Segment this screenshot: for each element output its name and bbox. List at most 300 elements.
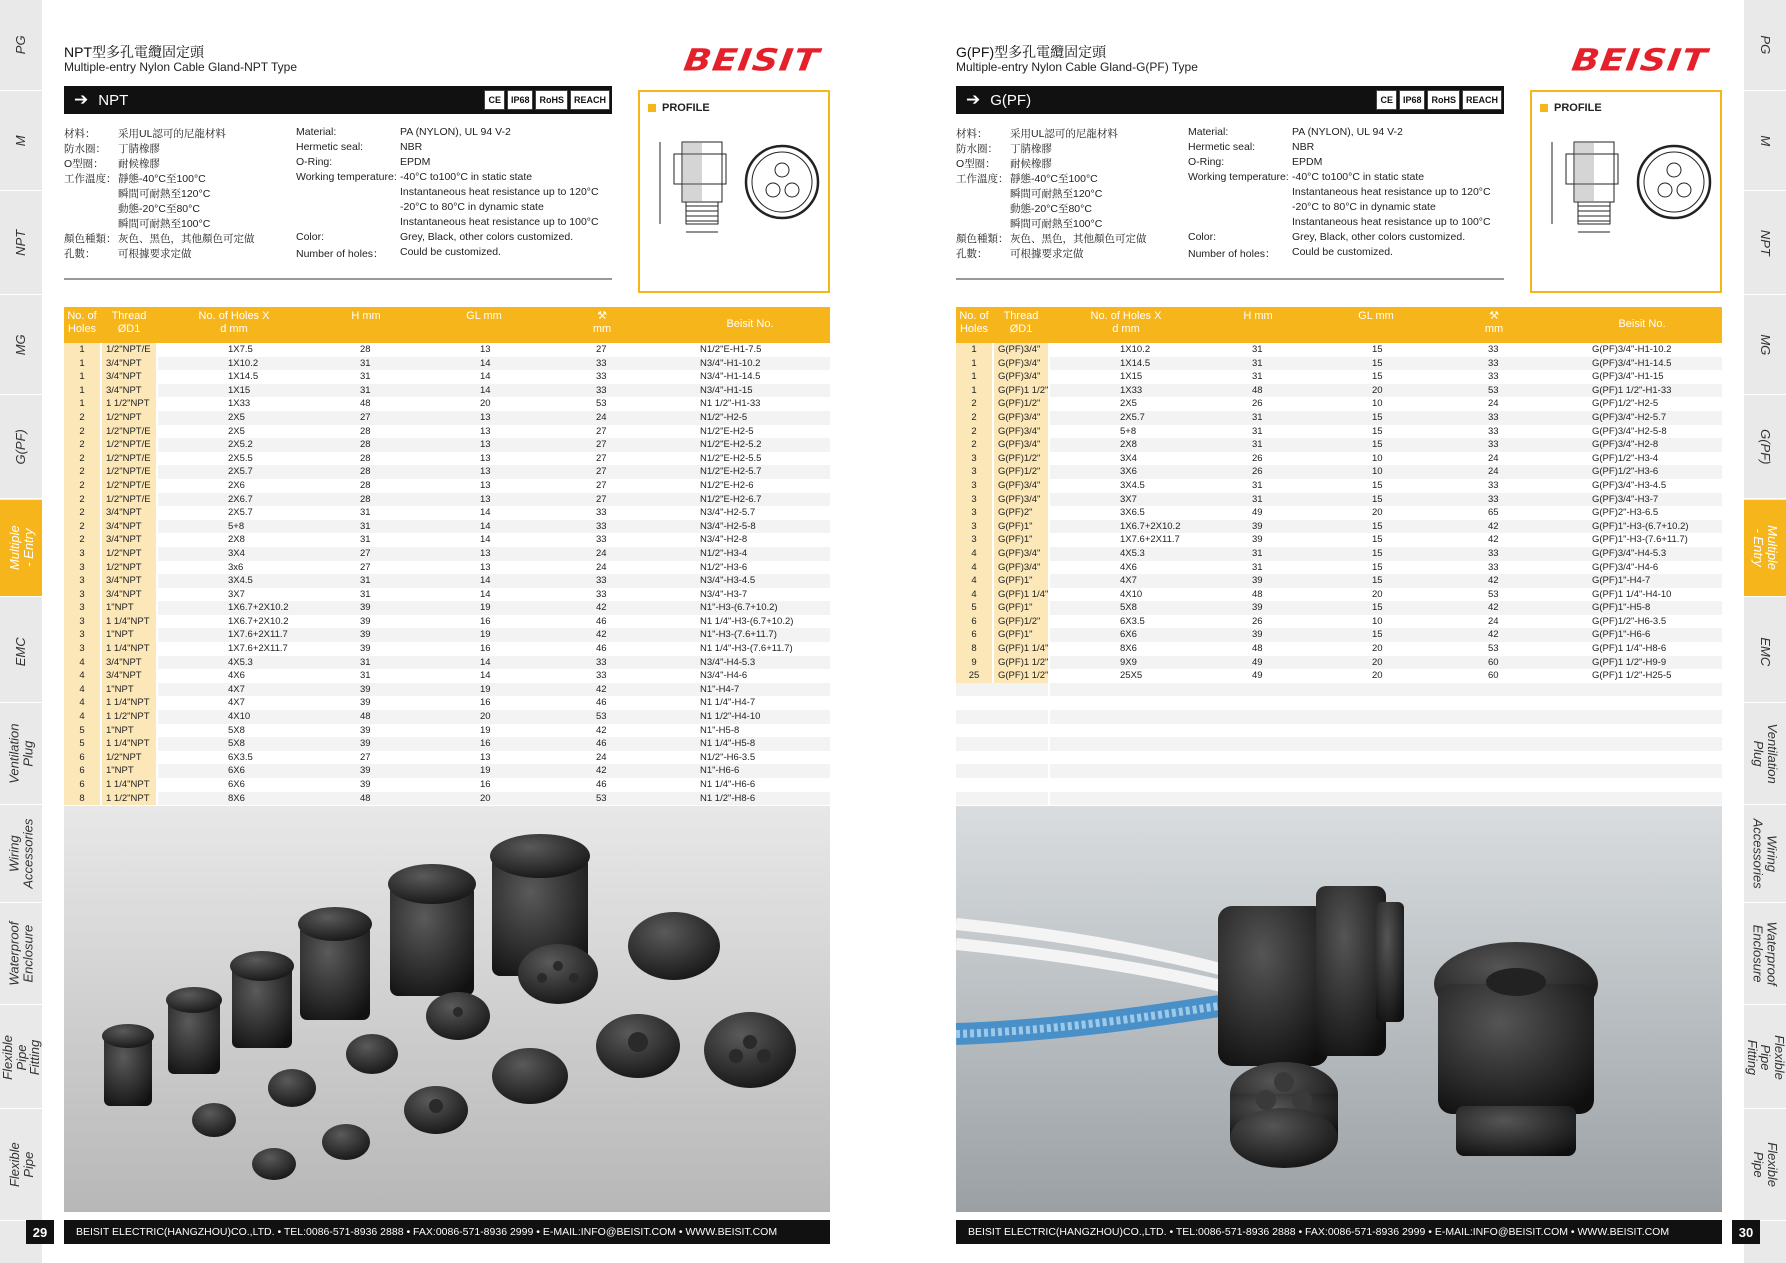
- cell-thread: 1 1/4"NPT: [102, 737, 156, 751]
- spec-value-zh: 動態-20°C至80°C: [118, 203, 200, 215]
- cell-holes: 1: [64, 357, 100, 371]
- cell-h: 31: [1252, 547, 1263, 559]
- cell-beisit-no: N1/2"-H3-4: [700, 547, 748, 559]
- spec-label-zh: O型圈：: [956, 158, 996, 170]
- spec-table: [956, 307, 1722, 805]
- cert-badge-rohs: RoHS: [1427, 90, 1460, 110]
- spec-value-en: NBR: [400, 141, 423, 153]
- cell-wrench: 60: [1488, 670, 1499, 682]
- cell-holes: 8: [64, 792, 100, 806]
- cell-beisit-no: N1/2"E-H2-5.2: [700, 439, 762, 451]
- header-holes-x-d: No. of Holes X d mm: [1090, 310, 1162, 335]
- cell-holes: 3: [956, 479, 992, 493]
- cell-wrench: 33: [596, 371, 607, 383]
- cell-beisit-no: G(PF)1 1/4"-H8-6: [1592, 643, 1667, 655]
- table-row: [64, 520, 830, 534]
- side-tab-multiple-entry[interactable]: [0, 500, 42, 596]
- cell-gl: 16: [480, 643, 491, 655]
- cell-h: 27: [360, 561, 371, 573]
- empty-row: [956, 778, 1722, 792]
- cell-beisit-no: N1 1/4"-H4-7: [700, 697, 756, 709]
- cell-gl: 20: [1372, 384, 1383, 396]
- table-row: [956, 465, 1722, 479]
- cell-h: 26: [1252, 452, 1263, 464]
- cell-wrench: 33: [596, 670, 607, 682]
- table-row: [64, 696, 830, 710]
- cell-beisit-no: N3/4"-H3-4.5: [700, 575, 756, 587]
- cell-h: 31: [360, 357, 371, 369]
- cell-holes: 3: [64, 547, 100, 561]
- cell-wrench: 33: [596, 507, 607, 519]
- cell-thread: G(PF)3/4": [994, 438, 1048, 452]
- cell-holes-x-d: 2X5.5: [228, 452, 253, 464]
- spec-value-en: Grey, Black, other colors customized.: [400, 231, 574, 243]
- cell-h: 48: [1252, 643, 1263, 655]
- cell-gl: 20: [1372, 670, 1383, 682]
- cell-wrench: 42: [596, 683, 607, 695]
- cell-wrench: 33: [1488, 479, 1499, 491]
- header-beisit-no: Beisit No.: [1618, 318, 1666, 330]
- tab-divider: [1744, 596, 1786, 597]
- cert-badge-reach: REACH: [1462, 90, 1502, 110]
- cell-h: 28: [360, 344, 371, 355]
- cell-beisit-no: G(PF)3/4"-H4-5.3: [1592, 547, 1667, 559]
- cell-thread: 3/4"NPT: [102, 520, 156, 534]
- cell-gl: 16: [480, 615, 491, 627]
- table-row: [956, 656, 1722, 670]
- side-tab-mg[interactable]: [1744, 296, 1786, 394]
- side-tab-flexible-pipe-fitting[interactable]: [0, 1006, 42, 1108]
- cell-holes-x-d: 1X14.5: [1120, 357, 1151, 369]
- spec-value-en: PA (NYLON), UL 94 V-2: [400, 126, 511, 138]
- spec-label-zh: 顏色種類：: [956, 233, 1009, 245]
- side-tab-waterproof-enclosure[interactable]: [1744, 904, 1786, 1004]
- table-row: [956, 479, 1722, 493]
- cell-beisit-no: N1/2"-H2-5: [700, 411, 748, 423]
- side-tab-npt[interactable]: [1744, 192, 1786, 294]
- header-holes: No. of Holes: [959, 310, 989, 335]
- cell-gl: 15: [1372, 602, 1383, 614]
- cell-h: 28: [360, 466, 371, 478]
- cell-wrench: 24: [1488, 398, 1499, 410]
- spec-row: [64, 201, 612, 216]
- table-row: [64, 737, 830, 751]
- cell-holes-x-d: 5X8: [1120, 602, 1137, 614]
- cell-holes-x-d: 4X7: [1120, 575, 1137, 587]
- cell-holes-x-d: 1X6.7+2X10.2: [228, 615, 289, 627]
- cell-h: 39: [360, 697, 371, 709]
- cell-beisit-no: G(PF)3/4"-H3-4.5: [1592, 479, 1667, 491]
- spec-row: [956, 156, 1504, 171]
- table-row: [64, 533, 830, 547]
- table-row: [956, 343, 1722, 357]
- side-tab-m[interactable]: [0, 92, 42, 190]
- cell-holes: 6: [64, 751, 100, 765]
- cell-holes-x-d: 2X6.7: [228, 493, 253, 505]
- spec-label-zh: 工作溫度：: [64, 173, 117, 185]
- cell-thread: 1/2"NPT/E: [102, 465, 156, 479]
- cell-wrench: 42: [596, 724, 607, 736]
- cell-holes: 2: [956, 397, 992, 411]
- cell-beisit-no: N1"-H5-8: [700, 724, 740, 736]
- cell-thread: 1 1/2"NPT: [102, 397, 156, 411]
- cell-gl: 20: [480, 398, 491, 410]
- cell-gl: 14: [480, 357, 491, 369]
- table-row: [64, 615, 830, 629]
- profile-drawing-icon: [646, 132, 826, 252]
- side-tab-ventilation-plug[interactable]: [1744, 704, 1786, 804]
- spec-value-zh: 耐候橡膠: [1010, 158, 1052, 170]
- cell-holes-x-d: 1X33: [228, 398, 251, 410]
- cell-beisit-no: N3/4"-H1-10.2: [700, 357, 761, 369]
- spec-value-zh: 采用UL認可的尼龍材料: [1010, 128, 1118, 140]
- cell-holes-x-d: 4X6: [1120, 561, 1137, 573]
- cell-thread: 3/4"NPT: [102, 669, 156, 683]
- cell-holes-x-d: 1X6.7+2X10.2: [228, 602, 289, 614]
- cell-wrench: 33: [596, 534, 607, 546]
- spec-label-en: Color:: [296, 231, 325, 243]
- cell-wrench: 46: [596, 738, 607, 750]
- spec-label-zh: 材料：: [956, 128, 988, 140]
- cell-holes-x-d: 1X7.6+2X11.7: [228, 643, 288, 655]
- table-row: [956, 628, 1722, 642]
- cell-beisit-no: N1/2"E-H2-6: [700, 479, 754, 491]
- table-row: [64, 357, 830, 371]
- spec-label-en: Hermetic seal:: [296, 141, 364, 153]
- cell-holes-x-d: 4X10: [228, 711, 251, 723]
- cell-h: 39: [1252, 534, 1263, 546]
- cell-holes: 2: [64, 411, 100, 425]
- cell-gl: 16: [480, 738, 491, 750]
- cell-holes: 1: [64, 370, 100, 384]
- side-tab-label: Flexible Pipe Fitting: [1744, 1034, 1786, 1080]
- tab-divider: [1744, 1004, 1786, 1005]
- cell-thread: 3/4"NPT: [102, 357, 156, 371]
- beisit-logo: BEISIT: [1569, 43, 1710, 78]
- cell-wrench: 33: [596, 575, 607, 587]
- cell-gl: 10: [1372, 452, 1383, 464]
- cell-h: 31: [1252, 357, 1263, 369]
- cell-beisit-no: N3/4"-H4-6: [700, 670, 748, 682]
- table-row: [64, 792, 830, 806]
- cell-wrench: 27: [596, 425, 607, 437]
- cell-holes-x-d: 6X6: [1120, 629, 1137, 641]
- cell-gl: 15: [1372, 520, 1383, 532]
- spec-value-zh: 靜態-40°C至100°C: [118, 173, 206, 185]
- cell-h: 26: [1252, 615, 1263, 627]
- cell-gl: 15: [1372, 439, 1383, 451]
- cell-holes-x-d: 1X7.6+2X11.7: [228, 629, 288, 641]
- spec-row: [956, 246, 1504, 261]
- spec-value-en: NBR: [1292, 141, 1315, 153]
- header-h: H mm: [1243, 310, 1273, 322]
- tab-divider: [1744, 902, 1786, 903]
- tab-divider: [1744, 498, 1786, 499]
- side-tab-label: PG: [1757, 35, 1773, 55]
- cell-h: 31: [1252, 425, 1263, 437]
- spec-value-en: Instantaneous heat resistance up to 120°C: [1292, 186, 1491, 198]
- cell-thread: 1/2"NPT/E: [102, 343, 156, 357]
- cell-holes: 4: [956, 574, 992, 588]
- cell-holes-x-d: 3X4: [1120, 452, 1137, 464]
- cell-thread: G(PF)1 1/2": [994, 384, 1048, 398]
- side-tab-label: EMC: [1757, 637, 1773, 667]
- cell-thread: G(PF)1 1/4": [994, 642, 1048, 656]
- cell-thread: 1/2"NPT/E: [102, 493, 156, 507]
- cell-beisit-no: G(PF)1/2"-H3-6: [1592, 466, 1659, 478]
- cell-thread: G(PF)3/4": [994, 357, 1048, 371]
- spec-label-zh: 材料：: [64, 128, 96, 140]
- cell-h: 48: [360, 711, 371, 723]
- cell-holes: 4: [956, 547, 992, 561]
- spec-value-zh: 靜態-40°C至100°C: [1010, 173, 1098, 185]
- empty-row: [956, 764, 1722, 778]
- cell-beisit-no: N1"-H3-(7.6+11.7): [700, 629, 777, 641]
- side-tab-pg[interactable]: [0, 0, 42, 90]
- spec-value-en: Instantaneous heat resistance up to 100°C: [400, 216, 599, 228]
- page-right: [956, 0, 1726, 1263]
- cell-holes-x-d: 2X5: [228, 425, 245, 437]
- side-tab-mg[interactable]: [0, 296, 42, 394]
- cell-holes-x-d: 1X14.5: [228, 371, 259, 383]
- cell-holes: 2: [64, 452, 100, 466]
- side-tab-wiring-accessories[interactable]: [1744, 806, 1786, 902]
- side-tab-label: G(PF): [1757, 429, 1773, 465]
- cell-h: 39: [360, 643, 371, 655]
- cell-thread: 3/4"NPT: [102, 533, 156, 547]
- cell-wrench: 33: [1488, 344, 1499, 355]
- cell-wrench: 46: [596, 779, 607, 790]
- spec-value-zh: 瞬間可耐熱至120°C: [1010, 188, 1103, 200]
- cell-beisit-no: N1"-H6-6: [700, 765, 740, 777]
- cell-holes: 1: [64, 384, 100, 398]
- table-body: [64, 343, 830, 805]
- cell-gl: 20: [1372, 643, 1383, 655]
- arrow-right-icon: ➔: [74, 90, 89, 109]
- cell-thread: G(PF)1 1/4": [994, 588, 1048, 602]
- cell-holes: 2: [956, 438, 992, 452]
- cell-holes: 4: [956, 561, 992, 575]
- spec-value-en: PA (NYLON), UL 94 V-2: [1292, 126, 1403, 138]
- cell-wrench: 53: [1488, 384, 1499, 396]
- cell-beisit-no: N3/4"-H2-5.7: [700, 507, 756, 519]
- cell-beisit-no: N1 1/2"-H4-10: [700, 711, 761, 723]
- cell-holes-x-d: 4X6: [228, 670, 245, 682]
- cell-thread: 1"NPT: [102, 628, 156, 642]
- spec-label-en: Number of holes：: [1188, 248, 1276, 260]
- cell-beisit-no: N1 1/4"-H3-(7.6+11.7): [700, 643, 793, 655]
- arrow-right-icon: ➔: [966, 90, 981, 109]
- spec-label-en: Hermetic seal:: [1188, 141, 1256, 153]
- cell-holes-x-d: 4X10: [1120, 588, 1143, 600]
- side-tab-flexible-pipe-fitting[interactable]: [1744, 1006, 1786, 1108]
- empty-row: [956, 792, 1722, 806]
- cell-h: 39: [360, 779, 371, 790]
- cell-holes: 3: [956, 452, 992, 466]
- cell-holes-x-d: 25X5: [1120, 670, 1143, 682]
- side-tab-waterproof-enclosure[interactable]: [0, 904, 42, 1004]
- side-tab-flexible-pipe[interactable]: [0, 1110, 42, 1220]
- cell-h: 31: [1252, 561, 1263, 573]
- cell-beisit-no: G(PF)3/4"-H3-7: [1592, 493, 1659, 505]
- tab-divider: [1744, 394, 1786, 395]
- side-tab-label: Multiple - Entry: [6, 525, 36, 571]
- cell-holes: 2: [64, 479, 100, 493]
- cell-thread: 1/2"NPT/E: [102, 452, 156, 466]
- cell-h: 26: [1252, 398, 1263, 410]
- side-tab-g-pf[interactable]: [1744, 396, 1786, 498]
- cell-holes-x-d: 4X5.3: [1120, 547, 1145, 559]
- spec-row: [956, 141, 1504, 156]
- side-tab-g-pf[interactable]: [0, 396, 42, 498]
- cell-beisit-no: G(PF)3/4"-H1-15: [1592, 371, 1664, 383]
- table-row: [956, 493, 1722, 507]
- cell-holes: 2: [64, 533, 100, 547]
- table-row: [956, 588, 1722, 602]
- spec-value-zh: 瞬間可耐熱至100°C: [1010, 218, 1103, 230]
- tab-divider: [0, 902, 42, 903]
- section-label: G(PF): [990, 91, 1032, 109]
- profile-label: PROFILE: [662, 102, 710, 114]
- cell-h: 28: [360, 425, 371, 437]
- side-tab-m[interactable]: [1744, 92, 1786, 190]
- cell-holes: 1: [64, 343, 100, 357]
- table-row: [64, 764, 830, 778]
- side-tab-label: MG: [13, 334, 29, 356]
- cell-beisit-no: G(PF)1 1/4"-H4-10: [1592, 588, 1672, 600]
- cell-holes-x-d: 6X6: [228, 765, 245, 777]
- cell-holes-x-d: 1X6.7+2X10.2: [1120, 520, 1181, 532]
- table-row: [64, 425, 830, 439]
- spec-row: [64, 216, 612, 231]
- table-row: [64, 751, 830, 765]
- spec-value-zh: 灰色、黑色，其他顏色可定做: [118, 233, 255, 245]
- cell-thread: 1 1/4"NPT: [102, 696, 156, 710]
- spec-value-en: EPDM: [1292, 156, 1323, 168]
- side-tab-npt[interactable]: [0, 192, 42, 294]
- cell-gl: 15: [1372, 371, 1383, 383]
- cert-badge-ip68: IP68: [1399, 90, 1426, 110]
- cell-holes-x-d: 3X6.5: [1120, 507, 1145, 519]
- table-row: [64, 479, 830, 493]
- cell-holes: 5: [64, 724, 100, 738]
- side-tab-emc[interactable]: [1744, 602, 1786, 702]
- side-tab-flexible-pipe[interactable]: [1744, 1110, 1786, 1220]
- cell-h: 31: [360, 507, 371, 519]
- cell-h: 26: [1252, 466, 1263, 478]
- cell-thread: 3/4"NPT: [102, 574, 156, 588]
- page-number-left: 29: [26, 1220, 54, 1244]
- cell-holes-x-d: 1X33: [1120, 384, 1143, 396]
- cell-thread: G(PF)1 1/2": [994, 656, 1048, 670]
- spec-label-zh: 孔數：: [956, 248, 988, 260]
- cell-thread: 3/4"NPT: [102, 384, 156, 398]
- cell-gl: 20: [1372, 656, 1383, 668]
- cell-wrench: 33: [1488, 439, 1499, 451]
- cell-wrench: 42: [1488, 520, 1499, 532]
- table-row: [64, 601, 830, 615]
- cell-wrench: 33: [596, 588, 607, 600]
- cell-holes-x-d: 1X15: [1120, 371, 1143, 383]
- spec-value-zh: 動態-20°C至80°C: [1010, 203, 1092, 215]
- empty-row: [956, 724, 1722, 738]
- spec-label-en: Number of holes：: [296, 248, 384, 260]
- cell-thread: 1/2"NPT: [102, 751, 156, 765]
- cell-holes: 1: [956, 357, 992, 371]
- side-tab-wiring-accessories[interactable]: [0, 806, 42, 902]
- spec-table: [64, 307, 830, 805]
- cell-holes: 1: [956, 384, 992, 398]
- table-row: [956, 601, 1722, 615]
- cell-beisit-no: N1"-H3-(6.7+10.2): [700, 602, 778, 614]
- cell-holes-x-d: 3X7: [228, 588, 245, 600]
- cell-holes-x-d: 2X5.7: [228, 507, 253, 519]
- cell-gl: 13: [480, 344, 491, 355]
- cell-holes-x-d: 6X3.5: [1120, 615, 1145, 627]
- cell-h: 31: [1252, 344, 1263, 355]
- page-subtitle: Multiple-entry Nylon Cable Gland-G(PF) Type: [956, 60, 1198, 74]
- spec-value-en: Could be customized.: [1292, 246, 1393, 258]
- tab-divider: [1744, 702, 1786, 703]
- cell-h: 39: [360, 724, 371, 736]
- cell-wrench: 33: [596, 357, 607, 369]
- cell-thread: G(PF)3/4": [994, 547, 1048, 561]
- cell-gl: 15: [1372, 575, 1383, 587]
- cell-gl: 15: [1372, 561, 1383, 573]
- cell-beisit-no: N1"-H4-7: [700, 683, 740, 695]
- table-row: [64, 628, 830, 642]
- cell-gl: 14: [480, 575, 491, 587]
- cell-thread: 1"NPT: [102, 764, 156, 778]
- side-tab-emc[interactable]: [0, 602, 42, 702]
- cell-thread: G(PF)1": [994, 520, 1048, 534]
- cell-holes: 3: [64, 574, 100, 588]
- side-tab-pg[interactable]: [1744, 0, 1786, 90]
- cell-wrench: 24: [596, 547, 607, 559]
- cell-beisit-no: N1 1/2"-H1-33: [700, 398, 761, 410]
- cell-holes: 2: [64, 493, 100, 507]
- table-row: [64, 493, 830, 507]
- cell-h: 28: [360, 452, 371, 464]
- cell-holes-x-d: 4X7: [228, 697, 245, 709]
- cert-badges: [1376, 90, 1502, 110]
- divider: [956, 278, 1504, 280]
- side-tabs-right: [1744, 0, 1786, 1263]
- tab-divider: [1744, 1108, 1786, 1109]
- side-tab-multiple-entry[interactable]: [1744, 500, 1786, 596]
- cell-beisit-no: G(PF)1"-H6-6: [1592, 629, 1651, 641]
- side-tab-ventilation-plug[interactable]: [0, 704, 42, 804]
- header-thread: Thread ØD1: [1003, 310, 1039, 335]
- cell-thread: 1"NPT: [102, 601, 156, 615]
- cell-thread: 1/2"NPT/E: [102, 479, 156, 493]
- side-tab-label: Flexible Pipe: [6, 1142, 36, 1188]
- spec-label-en: Material:: [1188, 126, 1229, 138]
- cell-gl: 20: [480, 711, 491, 723]
- cell-gl: 16: [480, 779, 491, 790]
- page-title: NPT型多孔電纜固定頭: [64, 44, 204, 60]
- cell-holes-x-d: 2X5.7: [228, 466, 253, 478]
- table-header: [956, 307, 1722, 343]
- spec-value-en: -20°C to 80°C in dynamic state: [1292, 201, 1436, 213]
- cell-gl: 10: [1372, 615, 1383, 627]
- cell-holes-x-d: 6X3.5: [228, 751, 253, 763]
- spec-value-en: Could be customized.: [400, 246, 501, 258]
- cell-holes-x-d: 8X6: [228, 792, 245, 804]
- cell-wrench: 53: [596, 792, 607, 804]
- side-tab-label: PG: [13, 35, 29, 55]
- cell-wrench: 42: [1488, 534, 1499, 546]
